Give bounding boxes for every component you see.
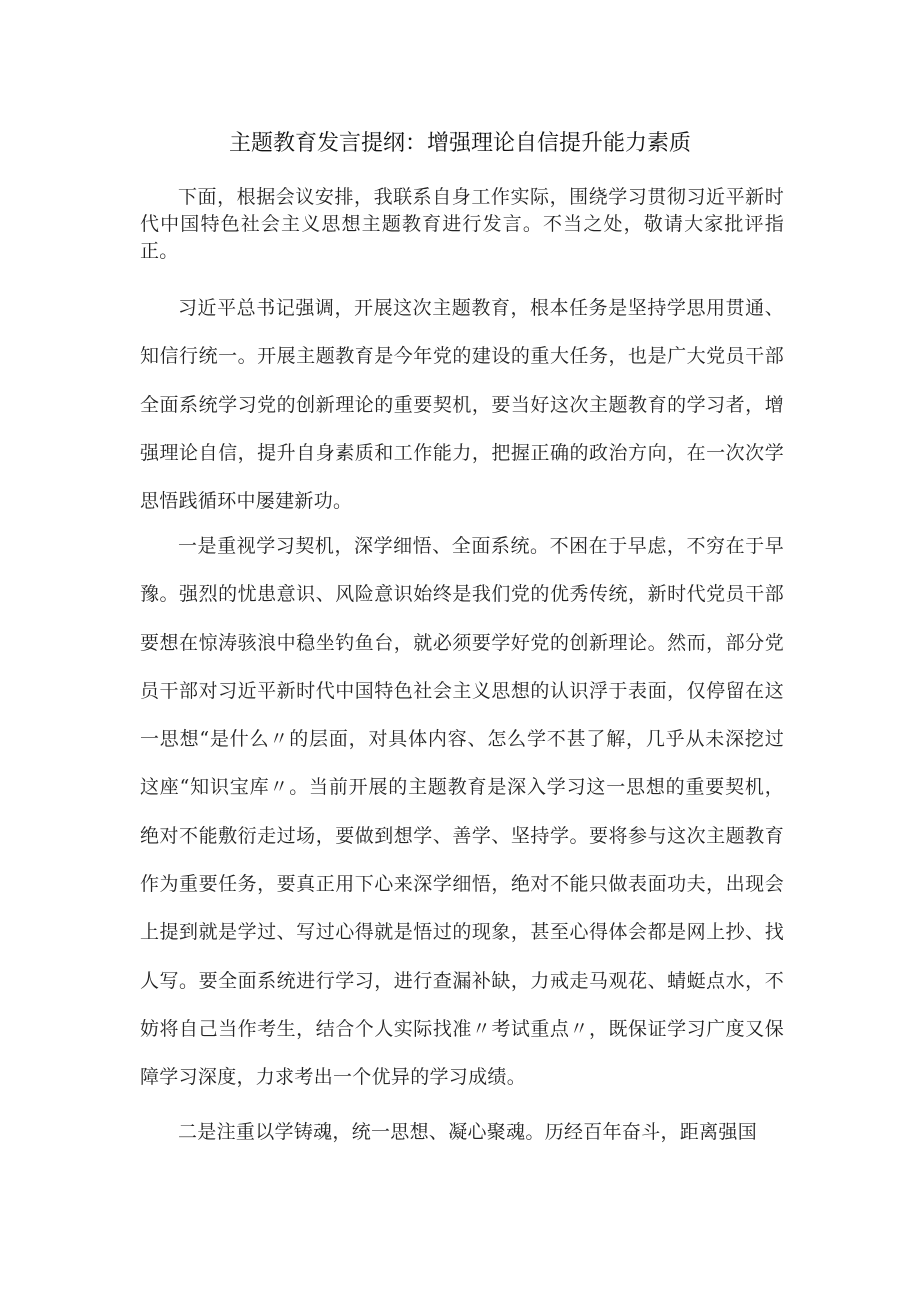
document-title: 主题教育发言提纲：增强理论自信提升能力素质	[228, 131, 691, 156]
paragraph-overview: 习近平总书记强调，开展这次主题教育，根本任务是坚持学思用贯通、知信行统一。开展主题教育是今年党的建设的重大任务，也是广大党员干部全面系统学习党的创新理论的重要契机，要当好这次主题教育的学习者，增强理论自信，提升自身素质和工作能力，把握正确的政治方向，在一次次学思悟践循环中屡建新功。	[140, 297, 784, 513]
paragraph-point-one: 一是重视学习契机，深学细悟、全面系统。不困在于早虑，不穷在于早豫。强烈的忧患意识、风险意识始终是我们党的优秀传统，新时代党员干部要想在惊涛骇浪中稳坐钓鱼台，就必须要学好党的创新理论。然而，部分党员干部对习近平新时代中国特色社会主义思想的认识浮于表面，仅停留在这一思想“是什么〃的层面，对具体内容、怎么学不甚了解，几乎从未深挖过这座“知识宝库〃。当前开展的主题教育是深入学习这一思想的重要契机，绝对不能敷衍走过场，要做到想学、善学、坚持学。要将参与这次主题教育作为重要任务，要真正用下心来深学细悟，绝对不能只做表面功夫，出现会上提到就是学过、写过心得就是悟过的现象，甚至心得体会都是网上抄、找人写。要全面系统进行学习，进行查漏补缺，力戒走马观花、蜻蜓点水，不妨将自己当作考生，结合个人实际找准〃考试重点〃，既保证学习广度又保障学习深度，力求考出一个优异的学习成绩。	[140, 535, 784, 1089]
paragraph-point-two: 二是注重以学铸魂，统一思想、凝心聚魂。历经百年奋斗，距离强国	[178, 1121, 758, 1143]
paragraph-intro: 下面，根据会议安排，我联系自身工作实际，围绕学习贯彻习近平新时代中国特色社会主义思想主题教育进行发言。不当之处，敬请大家批评指正。	[140, 186, 784, 262]
